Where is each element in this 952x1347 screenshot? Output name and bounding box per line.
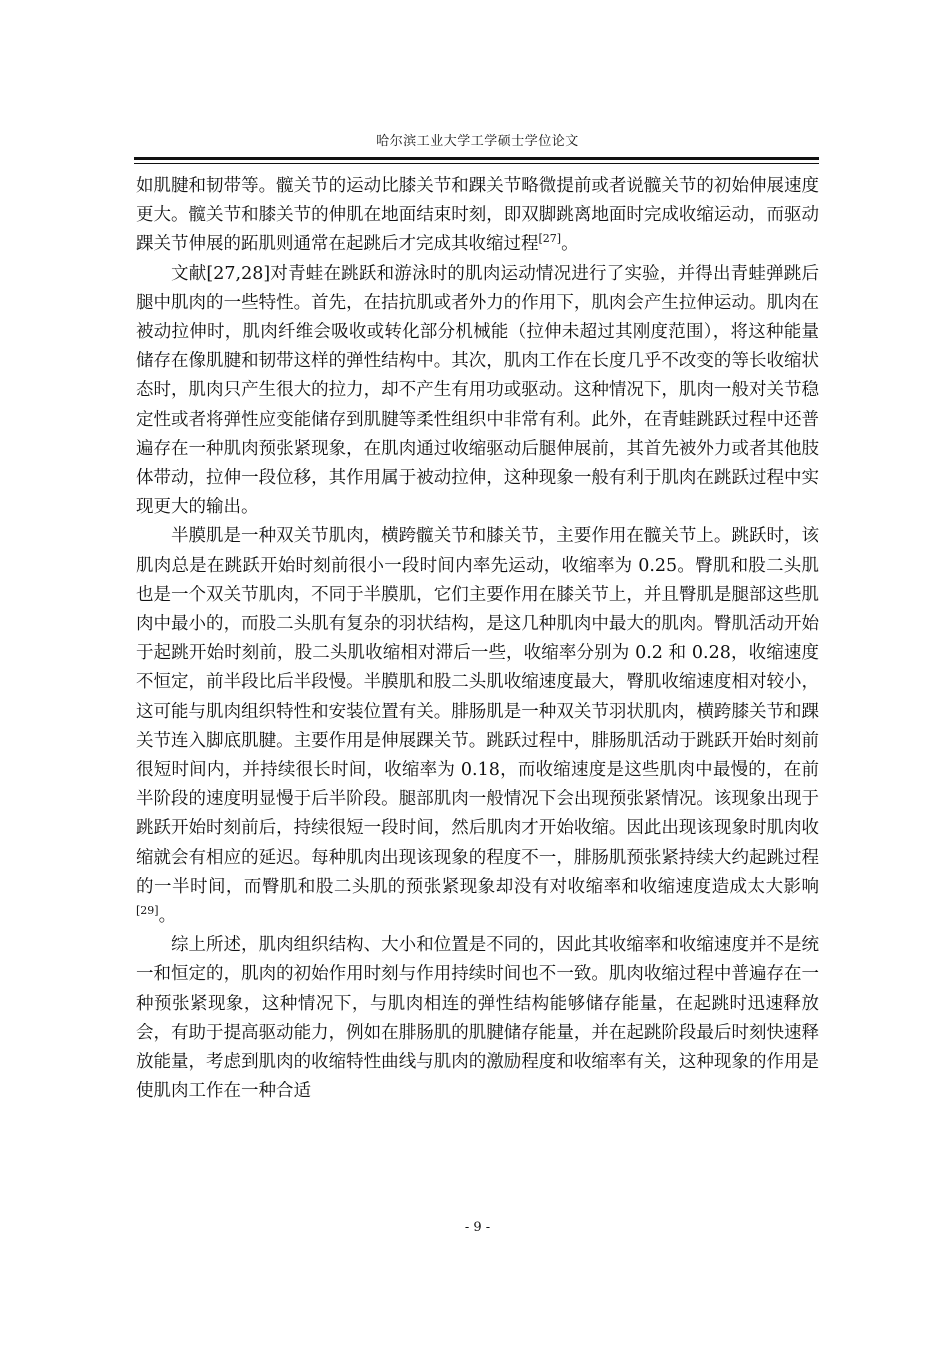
paragraph [136, 931, 819, 1106]
paragraph-end-punct: 。 [158, 906, 177, 927]
paragraph-text: 综上所述，肌肉组织结构、大小和位置是不同的，因此其收缩率和收缩速度并不是统一和恒定的，肌肉的初始作用时刻与作用持续时间也不一致。肌肉收缩过程中普遍存在一种预张紧现象，这种情况下，与肌肉相连的弹性结构能够储存能量，在起跳时迅速释放会，有助于提高驱动能力，例如在腓肠肌的肌腱储存能量，并在起跳阶段最后时刻快速释放能量，考虑到肌肉的收缩特性曲线与肌肉的激励程度和收缩率有关，这种现象的作用是使肌肉工作在一种合适 [136, 935, 819, 1102]
page-number: - 9 - [464, 1220, 491, 1235]
paragraph-text: 半膜肌是一种双关节肌肉，横跨髋关节和膝关节，主要作用在髋关节上。跳跃时，该肌肉总是在跳跃开始时刻前很小一段时间内率先运动，收缩率为 0.25。臀肌和股二头肌也是一个双关节肌肉，不同于半膜肌，它们主要作用在膝关节上，并且臀肌是腿部这些肌肉中最小的，而股二头肌有复杂的羽状结构，是这几种肌肉中最大的肌肉。臀肌活动开始于起跳开始时刻前，股二头肌收缩相对滞后一些，收缩率分别为 0.2 和 0.28，收缩速度不恒定，前半段比后半段慢。半膜肌和股二头肌收缩速度最大，臀肌收缩速度相对较小，这可能与肌肉组织特性和安装位置有关。腓肠肌是一种双关节羽状肌肉，横跨膝关节和踝关节连入脚底肌腱。主要作用是伸展踝关节。跳跃过程中，腓肠肌活动于跳跃开始时刻前很短时间内，并持续很长时间，收缩率为 0.18，而收缩速度是这些肌肉中最慢的，在前半阶段的速度明显慢于后半阶段。腿部肌肉一般情况下会出现预张紧情况。该现象出现于跳跃开始时刻前后，持续很短一段时间，然后肌肉才开始收缩。因此出现该现象时肌肉收缩就会有相应的延迟。每种肌肉出现该现象的程度不一，腓肠肌预张紧持续大约起跳过程的一半时间，而臀肌和股二头肌的预张紧现象却没有对收缩率和收缩速度造成太大影响 [136, 526, 819, 897]
citation: [27] [538, 232, 562, 246]
page-header-title: 哈尔滨工业大学工学硕士学位论文 [376, 134, 579, 149]
paragraph [136, 172, 819, 260]
paragraph [136, 260, 819, 523]
paragraph-text: 文献[27,28]对青蛙在跳跃和游泳时的肌肉运动情况进行了实验，并得出青蛙弹跳后腿中肌肉的一些特性。首先，在拮抗肌或者外力的作用下，肌肉会产生拉伸运动。肌肉在被动拉伸时，肌肉纤维会吸收或转化部分机械能（拉伸未超过其刚度范围），将这种能量储存在像肌腱和韧带这样的弹性结构中。其次，肌肉工作在长度几乎不改变的等长收缩状态时，肌肉只产生很大的拉力，却不产生有用功或驱动。这种情况下，肌肉一般对关节稳定性或者将弹性应变能储存到肌腱等柔性组织中非常有利。此外，在青蛙跳跃过程中还普遍存在一种肌肉预张紧现象，在肌肉通过收缩驱动后腿伸展前，其首先被外力或者其他肢体带动，拉伸一段位移，其作用属于被动拉伸，这种现象一般有利于肌肉在跳跃过程中实现更大的输出。 [136, 263, 819, 518]
body-text [136, 172, 819, 1107]
citation: [29] [136, 904, 159, 918]
header-rule-thin [134, 163, 819, 164]
paragraph [136, 522, 819, 931]
header-rule-thick [134, 157, 819, 160]
paragraph-text: 如肌腱和韧带等。髋关节的运动比膝关节和踝关节略微提前或者说髋关节的初始伸展速度更大。髋关节和膝关节的伸肌在地面结束时刻，即双脚跳离地面时完成收缩运动，而驱动踝关节伸展的跖肌则通常在起跳后才完成其收缩过程 [136, 176, 819, 255]
paragraph-end-punct: 。 [561, 234, 579, 255]
